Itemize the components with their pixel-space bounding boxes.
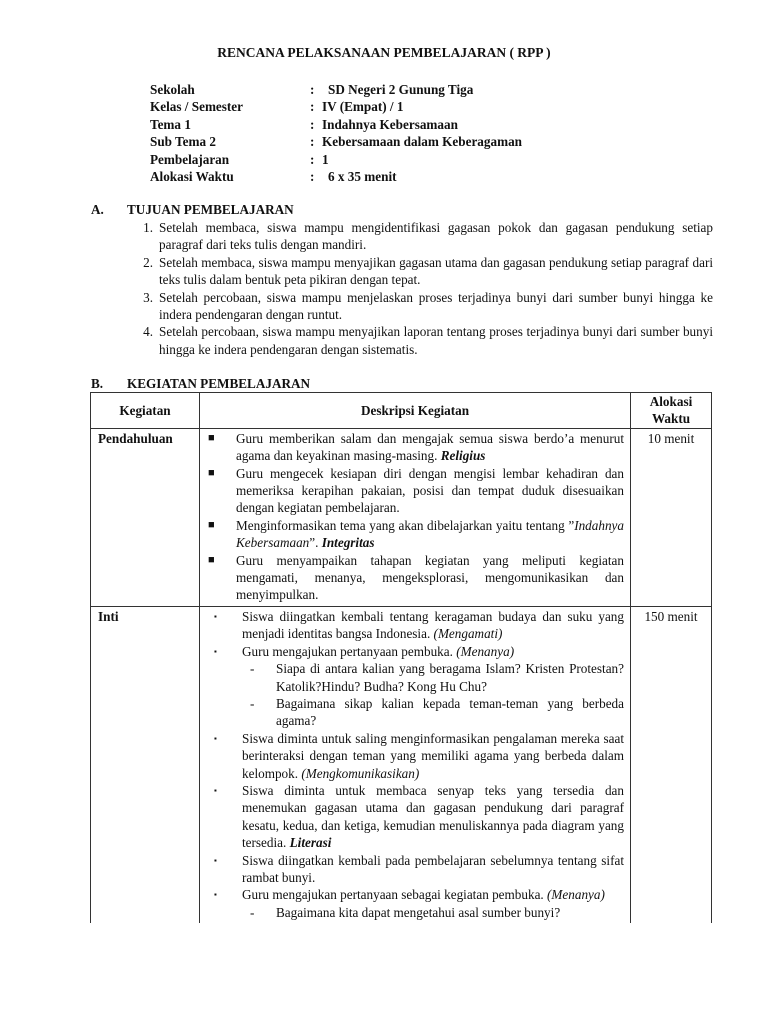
info-colon: :	[310, 168, 315, 184]
objective-text: Setelah percobaan, siswa mampu menyajikan laporan tentang proses terjadinya bunyi dari sumber bunyi hingga ke indera pendengaran dengan sistematis.	[159, 324, 713, 357]
item-text: Siswa diingatkan kembali pada pembelajaran sebelumnya tentang sifat rambat bunyi.	[242, 852, 624, 885]
bullet-list	[200, 429, 630, 606]
info-value: 1	[322, 151, 329, 167]
info-colon: :	[310, 99, 315, 115]
info-row-theme	[150, 116, 522, 133]
time-allocation: 10 menit	[631, 428, 712, 606]
table-header-row	[91, 393, 712, 429]
item-text: Siswa diingatkan kembali tentang keragaman budaya dan suku yang menjadi identitas bangsa Indonesia. (Mengamati)	[242, 608, 624, 642]
info-value: IV (Empat) / 1	[322, 99, 404, 115]
info-value: Indahnya Kebersamaan	[322, 116, 458, 132]
header-alokasi: Alokasi Waktu	[631, 393, 712, 429]
list-item	[206, 730, 624, 782]
time-allocation: 150 menit	[631, 606, 712, 923]
sub-item	[206, 904, 624, 921]
info-colon: :	[310, 151, 315, 167]
character-tag: Literasi	[289, 835, 332, 851]
section-letter: A.	[91, 202, 104, 217]
dash-bullet-icon: -	[250, 904, 255, 920]
objective-number: 4.	[143, 324, 153, 340]
table-row-inti	[91, 606, 712, 923]
info-label: Sekolah	[150, 82, 195, 97]
objective-number: 1.	[143, 220, 153, 235]
item-text: Guru mengajukan pertanyaan sebagai kegiatan pembuka. (Menanya)	[242, 887, 605, 903]
list-item	[206, 643, 624, 660]
objective-number: 2.	[143, 254, 153, 270]
small-square-bullet-icon: ▪	[214, 890, 217, 900]
item-text: Siswa diminta untuk saling menginformasikan pengalaman mereka saat berinteraksi dengan teman yang memiliki agama yang berbeda dalam kelompok. (Mengkomunikasikan)	[242, 730, 624, 781]
sub-item-text: Bagaimana kita dapat mengetahui asal sumber bunyi?	[276, 904, 561, 920]
sub-item-text: Bagaimana sikap kalian kepada teman-teman yang berbeda agama?	[276, 695, 624, 729]
header-kegiatan: Kegiatan	[91, 393, 200, 429]
square-bullet-icon: ■	[208, 518, 215, 531]
list-item	[206, 517, 624, 552]
character-tag: Religius	[440, 448, 486, 464]
info-row-lesson	[150, 151, 522, 168]
section-b-heading	[91, 375, 310, 392]
small-square-bullet-icon: ▪	[214, 785, 217, 795]
square-bullet-icon: ■	[208, 553, 215, 566]
list-item	[206, 782, 624, 852]
objective-text: Setelah percobaan, siswa mampu menjelaskan proses terjadinya bunyi dari sumber bunyi hingga ke indera pendengaran dengan runtut.	[159, 289, 713, 323]
info-colon: :	[310, 82, 315, 97]
small-square-bullet-icon: ▪	[214, 855, 217, 865]
list-item	[206, 430, 624, 465]
small-square-bullet-icon: ▪	[214, 646, 217, 656]
character-tag: Integritas	[321, 535, 375, 551]
description-cell	[200, 428, 631, 606]
sub-item-text: Siapa di antara kalian yang beragama Islam? Kristen Protestan? Katolik?Hindu? Budha? Kong Hu Chu?	[276, 661, 624, 694]
objective-text: Setelah membaca, siswa mampu menyajikan gagasan utama dan gagasan pendukung setiap paragraf dari teks tulis dalam bentuk peta pikiran dengan tepat.	[159, 254, 713, 288]
item-text: Siswa diminta untuk membaca senyap teks yang tersedia dan menemukan gagasan utama dan gagasan pendukung dari paragraf kesatu, kedua, dan ketiga, kemudian menuliskannya pada diagram yang tersedia. Literasi	[242, 782, 624, 851]
objective-item	[129, 254, 713, 289]
info-label: Tema 1	[150, 116, 191, 132]
item-text: Guru mengecek kesiapan diri dengan mengisi lembar kehadiran dan memeriksa kerapihan pakaian, posisi dan tempat duduk disesuaikan dengan kegiatan pembelajaran.	[236, 465, 624, 516]
info-label: Kelas / Semester	[150, 99, 244, 115]
info-row-subtheme	[150, 133, 522, 150]
info-value: SD Negeri 2 Gunung Tiga	[328, 82, 474, 97]
section-a-heading	[91, 201, 294, 218]
objective-text: Setelah membaca, siswa mampu mengidentifikasi gagasan pokok dan gagasan pendukung setiap paragraf dari teks tulis dengan mandiri.	[159, 220, 713, 253]
info-row-school	[150, 81, 522, 98]
sub-item	[206, 660, 624, 695]
objective-number: 3.	[143, 289, 153, 305]
objective-item	[129, 289, 713, 324]
list-item	[206, 465, 624, 517]
activities-table	[90, 392, 712, 923]
list-item	[206, 608, 624, 643]
dash-bullet-icon: -	[250, 661, 255, 677]
info-colon: :	[310, 116, 315, 132]
info-value: Kebersamaan dalam Keberagaman	[322, 134, 522, 150]
section-title: KEGIATAN PEMBELAJARAN	[127, 376, 311, 391]
objective-item	[129, 323, 713, 358]
list-item	[206, 852, 624, 887]
phase-label: Pendahuluan	[91, 428, 200, 606]
section-letter: B.	[91, 376, 104, 391]
section-title: TUJUAN PEMBELAJARAN	[127, 202, 294, 217]
item-text: Guru mengajukan pertanyaan pembuka. (Menanya)	[242, 643, 515, 659]
info-value: 6 x 35 menit	[328, 168, 397, 184]
item-text: Guru menyampaikan tahapan kegiatan yang meliputi kegiatan mengamati, menanya, mengeksplorasi, mengomunikasikan dan menyimpulkan.	[236, 552, 624, 603]
objectives-list	[129, 219, 713, 358]
square-bullet-icon: ■	[208, 466, 215, 479]
list-item	[206, 886, 624, 903]
square-bullet-icon: ■	[208, 431, 215, 444]
header-deskripsi: Deskripsi Kegiatan	[200, 393, 631, 429]
info-row-class	[150, 98, 522, 115]
info-label: Alokasi Waktu	[150, 168, 234, 184]
objective-item	[129, 219, 713, 254]
info-block	[150, 81, 522, 185]
sub-item	[206, 695, 624, 730]
info-label: Sub Tema 2	[150, 134, 216, 150]
phase-label: Inti	[91, 606, 200, 923]
dash-bullet-icon: -	[250, 695, 255, 711]
item-text: Menginformasikan tema yang akan dibelajarkan yaitu tentang ”Indahnya Kebersamaan”. Integritas	[236, 517, 624, 551]
table-row-pendahuluan	[91, 428, 712, 606]
item-text: Guru memberikan salam dan mengajak semua siswa berdo’a menurut agama dan keyakinan masing-masing. Religius	[236, 430, 624, 464]
bullet-list	[200, 607, 630, 923]
list-item	[206, 552, 624, 604]
info-colon: :	[310, 134, 315, 150]
info-label: Pembelajaran	[150, 151, 230, 167]
description-cell	[200, 606, 631, 923]
small-square-bullet-icon: ▪	[214, 733, 217, 743]
page-title: RENCANA PELAKSANAAN PEMBELAJARAN ( RPP )	[217, 45, 551, 60]
small-square-bullet-icon: ▪	[214, 611, 217, 621]
info-row-time	[150, 168, 522, 185]
